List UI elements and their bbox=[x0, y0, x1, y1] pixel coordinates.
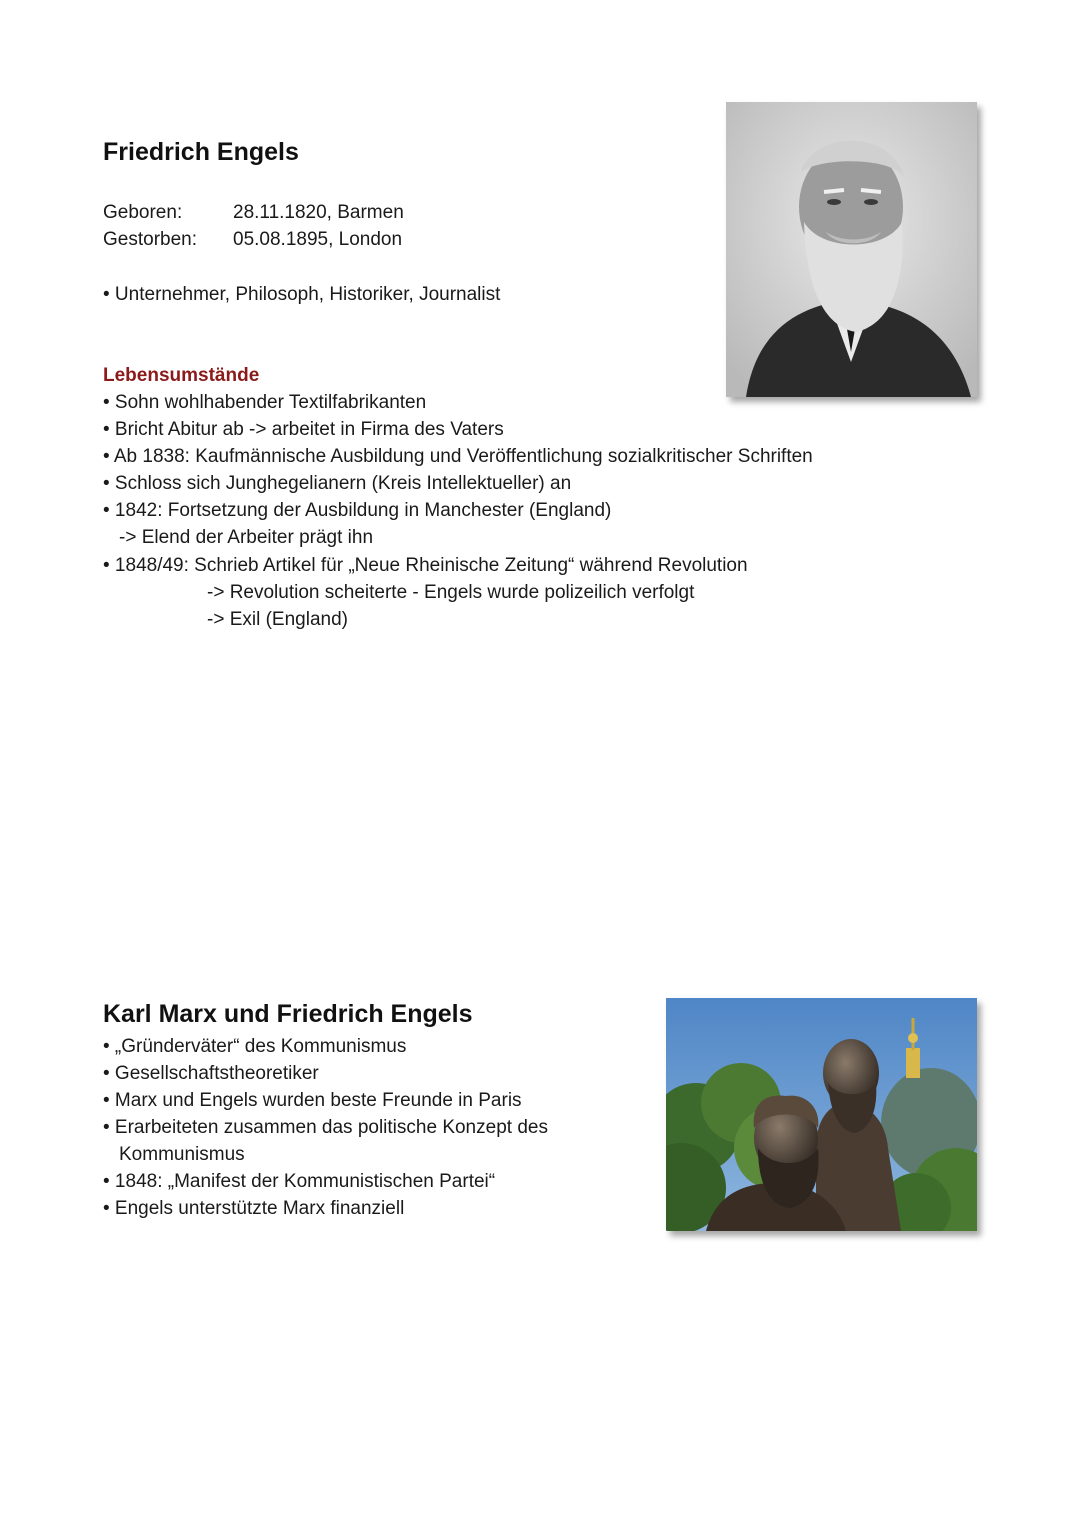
section2-title: Karl Marx und Friedrich Engels bbox=[103, 1000, 473, 1028]
life-subitem: -> Exil (England) bbox=[207, 609, 348, 630]
section2-item: • „Gründerväter“ des Kommunismus bbox=[103, 1036, 407, 1057]
life-heading: Lebensumstände bbox=[103, 365, 260, 386]
life-subitem: -> Revolution scheiterte - Engels wurde polizeilich verfolgt bbox=[207, 582, 695, 603]
section2-item: • 1848: „Manifest der Kommunistischen Partei“ bbox=[103, 1171, 496, 1192]
life-item: • 1848/49: Schrieb Artikel für „Neue Rheinische Zeitung“ während Revolution bbox=[103, 555, 748, 576]
section2-item: • Gesellschaftstheoretiker bbox=[103, 1063, 319, 1084]
life-item: • Bricht Abitur ab -> arbeitet in Firma des Vaters bbox=[103, 419, 504, 440]
section2-item: • Erarbeiteten zusammen das politische Konzept des bbox=[103, 1117, 548, 1138]
died-label: Gestorben: bbox=[103, 229, 197, 250]
life-item: • Schloss sich Junghegelianern (Kreis Intellektueller) an bbox=[103, 473, 572, 494]
life-subitem: -> Elend der Arbeiter prägt ihn bbox=[119, 527, 374, 548]
died-value: 05.08.1895, London bbox=[233, 229, 403, 250]
marx-engels-statue-image bbox=[666, 998, 977, 1231]
professions: • Unternehmer, Philosoph, Historiker, Journalist bbox=[103, 284, 501, 305]
engels-portrait-image bbox=[726, 102, 977, 397]
life-item: • 1842: Fortsetzung der Ausbildung in Manchester (England) bbox=[103, 500, 612, 521]
section1-title: Friedrich Engels bbox=[103, 138, 299, 166]
section2-item: • Marx und Engels wurden beste Freunde in Paris bbox=[103, 1090, 522, 1111]
life-item: • Ab 1838: Kaufmännische Ausbildung und Veröffentlichung sozialkritischer Schriften bbox=[103, 446, 813, 467]
born-label: Geboren: bbox=[103, 202, 183, 223]
section2-item: • Engels unterstützte Marx finanziell bbox=[103, 1198, 405, 1219]
born-value: 28.11.1820, Barmen bbox=[233, 202, 404, 223]
life-item: • Sohn wohlhabender Textilfabrikanten bbox=[103, 392, 427, 413]
section2-item: Kommunismus bbox=[119, 1144, 245, 1165]
